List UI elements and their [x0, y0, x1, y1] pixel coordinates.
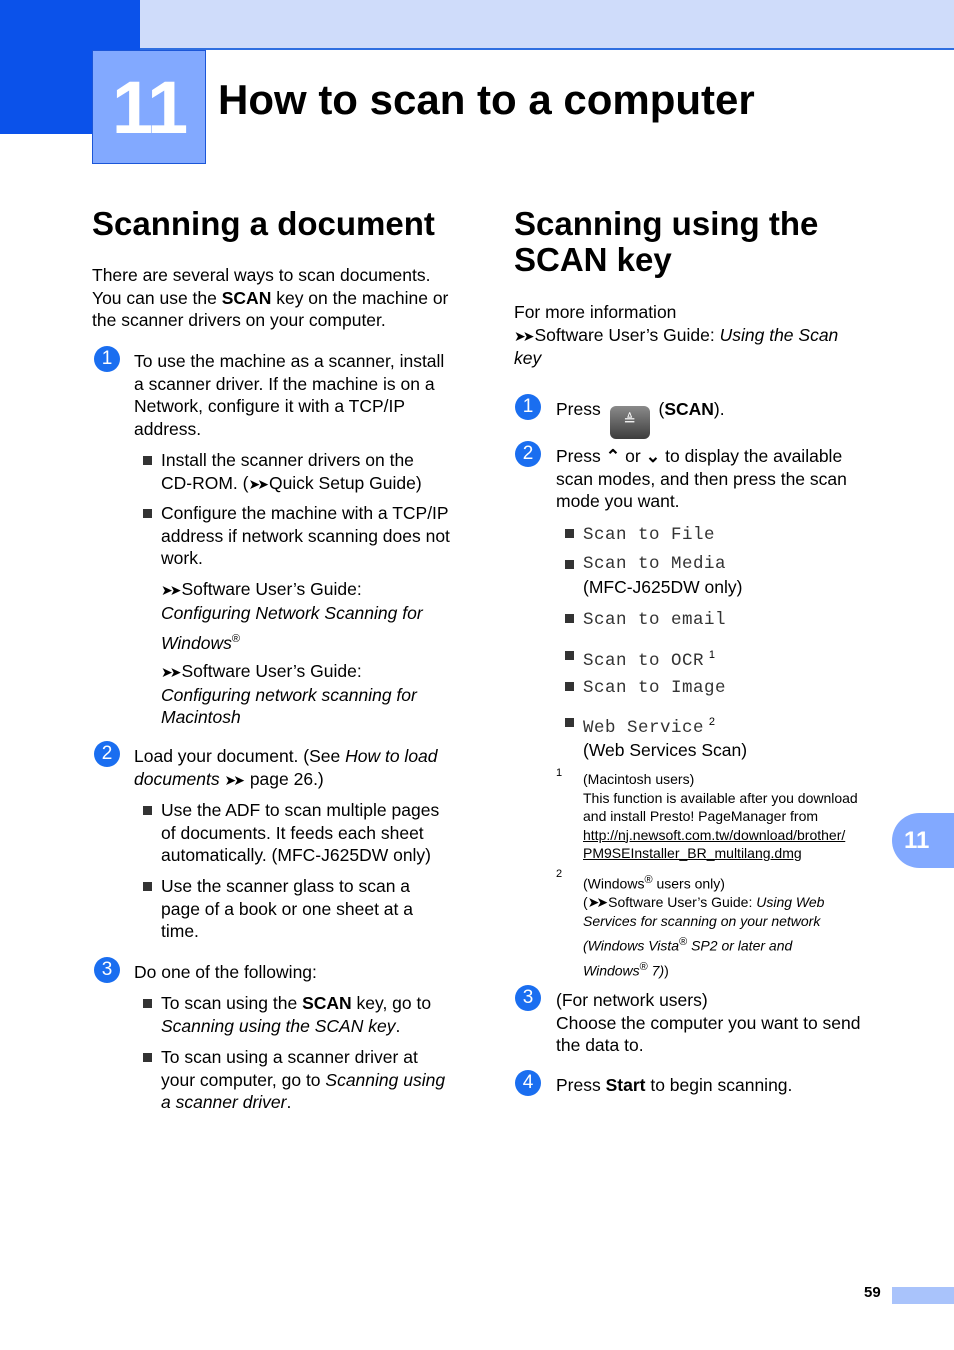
- chapter-title: How to scan to a computer: [218, 76, 755, 123]
- step-2-text: Press ⌃ or ⌄ to display the available scan modes, and then press the scan mode you want.: [556, 446, 847, 511]
- double-arrow-icon: ➤➤: [161, 582, 179, 598]
- footnote-1-number: 1: [556, 767, 563, 779]
- step-2-text: Load your document. (See How to load documents ➤➤ page 26.): [134, 746, 438, 789]
- right-info: For more information ➤➤ Software User’s Guide: Using the Scan key: [514, 302, 839, 368]
- chapter-side-tab: 11: [892, 813, 954, 868]
- page-number-bar: [892, 1287, 954, 1304]
- step-1-number: 1: [94, 346, 120, 372]
- step-3-number: 3: [94, 957, 120, 983]
- step-3-text: Do one of the following:: [134, 962, 317, 982]
- header-band: [0, 0, 954, 50]
- step-4-text: Press Start to begin scanning.: [556, 1075, 793, 1095]
- scan-mode-item[interactable]: Scan to Image: [583, 675, 726, 700]
- download-link[interactable]: http://nj.newsoft.com.tw/download/brother/: [583, 826, 846, 843]
- list-item: To scan using the SCAN key, go to Scanning using the SCAN key.: [161, 992, 431, 1037]
- reference-windows: ➤➤ Software User’s Guide: Configuring Network Scanning for Windows®: [161, 579, 423, 653]
- double-arrow-icon: ➤➤: [161, 664, 179, 680]
- link-scanner-driver[interactable]: Scanning using: [325, 1069, 446, 1090]
- step-3-number: 3: [515, 985, 541, 1011]
- double-arrow-icon: ➤➤: [224, 771, 242, 788]
- list-item: Use the ADF to scan multiple pages of documents. It feeds each sheet automatically. (MFC-J625DW only): [161, 799, 439, 867]
- step-2-number: 2: [515, 441, 541, 467]
- scan-mode-item[interactable]: Scan to OCR $^1$: [583, 644, 715, 672]
- double-arrow-icon: ➤➤: [587, 894, 606, 911]
- step-1-number: 1: [515, 394, 541, 420]
- list-item: Use the scanner glass to scan a page of a book or one sheet at a time.: [161, 875, 413, 943]
- scan-mode-item[interactable]: Scan to Media (MFC-J625DW only): [583, 553, 742, 598]
- scan-mode-item[interactable]: Scan to email: [583, 607, 726, 632]
- left-heading: Scanning a document: [92, 205, 435, 242]
- right-heading: Scanning using the SCAN key: [514, 205, 819, 278]
- scan-key-icon: ≜: [610, 406, 650, 439]
- down-arrow-icon: ⌄: [645, 446, 661, 466]
- list-item: To scan using a scanner driver at your computer, go to Scanning using a scanner driver.: [161, 1046, 445, 1114]
- double-arrow-icon: ➤➤: [248, 475, 266, 492]
- footnote-1: (Macintosh users) This function is available after you download and install Presto! PageManager from http://nj.newsoft.com.tw/download/brother/ PM9SEInstaller_BR_multilang.dmg: [583, 771, 858, 861]
- reference-macintosh: ➤➤ Software User’s Guide: Configuring network scanning for Macintosh: [161, 661, 417, 727]
- up-arrow-icon: ⌃: [605, 446, 621, 466]
- link-scan-key[interactable]: Scanning using the SCAN key: [161, 1015, 396, 1036]
- step-1-text: To use the machine as a scanner, install a scanner driver. If the machine is on a Network, configure it with a TCP/IP address.: [134, 351, 445, 439]
- step-3-text: (For network users) Choose the computer you want to send the data to.: [556, 990, 861, 1055]
- scan-mode-item[interactable]: Scan to File: [583, 522, 715, 547]
- step-4-number: 4: [515, 1070, 541, 1096]
- page-number: 59: [864, 1284, 881, 1301]
- scan-mode-item[interactable]: Web Service $^2$ (Web Services Scan): [583, 711, 747, 762]
- press-scan-text: Press ≜ (SCAN).: [556, 398, 725, 439]
- chapter-number: 11: [92, 50, 206, 164]
- list-item: Install the scanner drivers on the CD-ROM. (➤➤ Quick Setup Guide): [161, 449, 422, 495]
- step-2-number: 2: [94, 741, 120, 767]
- footnote-2: (Windows® users only) (➤➤ Software User’s Guide: Using Web Services for scanning on your network (Windows Vista® SP2 or later and Windows® 7)): [583, 874, 825, 979]
- double-arrow-icon: ➤➤: [514, 327, 532, 344]
- left-intro: There are several ways to scan documents. You can use the SCAN key on the machine or the scanner drivers on your computer.: [92, 265, 449, 330]
- footnote-2-number: 2: [556, 868, 563, 880]
- download-link-cont[interactable]: PM9SEInstaller_BR_multilang.dmg: [583, 845, 802, 861]
- list-item: Configure the machine with a TCP/IP address if network scanning does not work.: [161, 502, 450, 570]
